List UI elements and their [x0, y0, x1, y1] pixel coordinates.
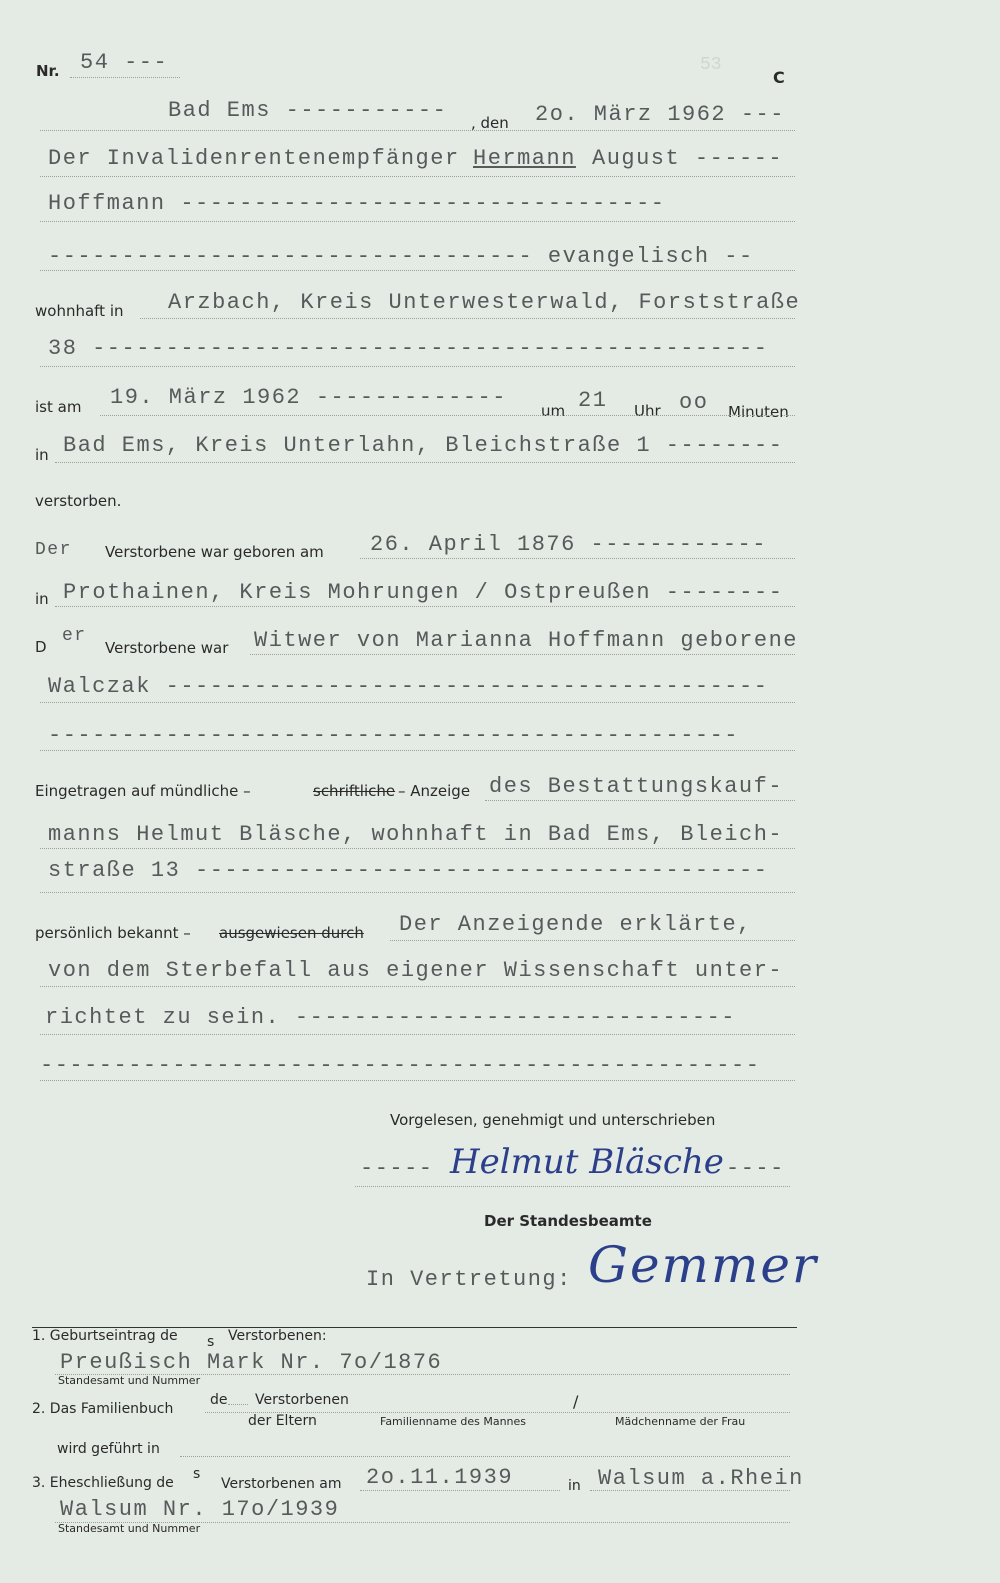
death-minute: oo	[679, 390, 709, 415]
fn2-label: 2. Das Familienbuch	[32, 1401, 174, 1417]
registrar-label: Der Standesbeamte	[484, 1212, 652, 1230]
signature-dash-right: ----	[726, 1156, 785, 1181]
er-typed: er	[62, 626, 87, 646]
bekannt-label: persönlich bekannt –	[35, 924, 191, 942]
registration-place: Bad Ems -----------	[168, 98, 448, 123]
registrar-signature: Gemmer	[588, 1236, 818, 1294]
occupation-text: Der Invalidenrentenempfänger	[48, 146, 460, 171]
status-line-2: Walczak -----------------------------------------	[48, 674, 769, 699]
birth-place: Prothainen, Kreis Mohrungen / Ostpreußen --------	[63, 580, 784, 605]
death-date: 19. März 1962 -------------	[110, 385, 507, 410]
vorgelesen-label: Vorgelesen, genehmigt und unterschrieben	[390, 1111, 716, 1129]
d-label: D	[35, 638, 47, 656]
um-label: um	[541, 402, 566, 420]
schriftliche-struck: schriftliche	[313, 782, 396, 800]
den-label: , den	[471, 114, 509, 132]
fn2-de: de	[210, 1392, 228, 1408]
fn3-label: 3. Eheschließung de	[32, 1475, 174, 1491]
fn3-value: Walsum Nr. 17o/1939	[60, 1497, 340, 1522]
fn1-s: s	[207, 1334, 215, 1350]
minuten-label: Minuten	[728, 403, 789, 421]
fn3-sub: Standesamt und Nummer	[58, 1522, 201, 1535]
status-line-1: Witwer von Marianna Hoffmann geborene	[254, 628, 798, 653]
fn1-suffix: Verstorbenen:	[228, 1328, 327, 1344]
ist-am-label: ist am	[35, 398, 82, 416]
death-place: Bad Ems, Kreis Unterlahn, Bleichstraße 1 --------	[63, 433, 784, 458]
registration-date: 2o. März 1962 ---	[535, 102, 785, 127]
informant-line-2: manns Helmut Bläsche, wohnhaft in Bad Ems, Bleich-	[48, 822, 784, 847]
nr-label: Nr.	[36, 62, 60, 80]
fn2-eltern: der Eltern	[248, 1413, 317, 1429]
fn1-label: 1. Geburtseintrag de	[32, 1328, 178, 1344]
fn1-sub: Standesamt und Nummer	[58, 1374, 201, 1387]
fn3-place: Walsum a.Rhein	[598, 1466, 804, 1491]
fn3-s: s	[193, 1466, 201, 1482]
statement-line-2: von dem Sterbefall aus eigener Wissenschaft unter-	[48, 958, 784, 983]
fn2-slash: /	[573, 1392, 579, 1411]
informant-line-3: straße 13 ---------------------------------------	[48, 858, 769, 883]
status-label: Verstorbene war	[105, 639, 229, 657]
statement-line-1: Der Anzeigende erklärte,	[399, 912, 752, 937]
ausgewiesen-struck: ausgewiesen durch	[219, 924, 364, 942]
geboren-label: Verstorbene war geboren am	[105, 543, 324, 561]
birth-in-label: in	[35, 590, 49, 608]
birth-date: 26. April 1876 ------------	[370, 532, 767, 557]
given-name: Hermann	[473, 146, 576, 171]
show-through-text: 53	[700, 55, 722, 75]
anzeige-label: – Anzeige	[398, 782, 471, 800]
informant-line-1: des Bestattungskauf-	[489, 774, 784, 799]
nr-value: 54 ---	[80, 50, 169, 75]
death-hour: 21	[578, 388, 608, 413]
in-vertretung: In Vertretung:	[366, 1267, 572, 1292]
fn2-maedchen: Mädchenname der Frau	[615, 1415, 746, 1428]
statement-line-4: -------------------------------------------------	[40, 1053, 761, 1078]
religion-line: --------------------------------- evangelisch --	[48, 244, 754, 269]
surname: Hoffmann ---------------------------------	[48, 191, 666, 216]
fn2-fam-mann: Familienname des Mannes	[380, 1415, 527, 1428]
der-typed: Der	[35, 540, 72, 560]
section-letter: C	[773, 68, 785, 87]
fn3-suffix: Verstorbenen am	[221, 1476, 342, 1492]
wohnhaft-label: wohnhaft in	[35, 302, 124, 320]
uhr-label: Uhr	[634, 402, 661, 420]
fn3-in: in	[568, 1478, 581, 1494]
death-in-label: in	[35, 446, 49, 464]
status-line-3: -----------------------------------------------	[48, 723, 740, 748]
fn2-gefuehrt: wird geführt in	[57, 1441, 160, 1457]
statement-line-3: richtet zu sein. ------------------------------	[45, 1005, 737, 1030]
fn1-value: Preußisch Mark Nr. 7o/1876	[60, 1350, 443, 1375]
eingetragen-label: Eingetragen auf mündliche –	[35, 782, 251, 800]
residence-line-2: 38 ----------------------------------------------	[48, 336, 769, 361]
fn3-date: 2o.11.1939	[366, 1465, 514, 1490]
informant-signature: Helmut Bläsche	[450, 1142, 724, 1182]
signature-dash-left: -----	[360, 1156, 434, 1181]
verstorben-label: verstorben.	[35, 492, 122, 510]
given-name-second: August ------	[592, 146, 784, 171]
residence-line-1: Arzbach, Kreis Unterwesterwald, Forststraße	[168, 290, 801, 315]
fn2-verstorbenen: Verstorbenen	[255, 1392, 349, 1408]
